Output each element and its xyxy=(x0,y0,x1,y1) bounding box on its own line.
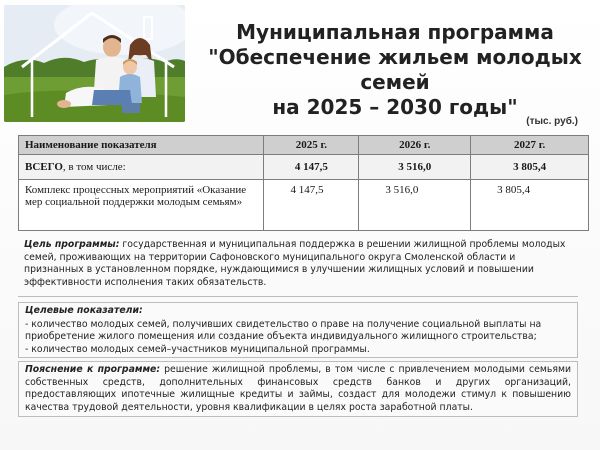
total-label xyxy=(19,155,264,180)
header-year-2025: 2025 г. xyxy=(264,136,359,155)
total-label-bold: ВСЕГО xyxy=(25,161,63,173)
targets-heading: Целевые показатели: xyxy=(25,305,143,316)
goal-text: государственная и муниципальная поддержка в решении жилищной проблемы молодых семей, проживающих на территории Сафоновского муниципального округа Смоленской области и признанных в установленном порядке, нуждающимися в улучшении жилищных условий и повышении эффективности исполнения таких обязательств. xyxy=(24,239,566,288)
total-2026: 3 516,0 xyxy=(359,155,471,180)
table-row-complex xyxy=(19,180,589,231)
table-header-row xyxy=(19,136,589,155)
header-year-2027: 2027 г. xyxy=(471,136,589,155)
program-title xyxy=(200,20,590,120)
program-note xyxy=(18,361,578,417)
complex-2026: 3 516,0 xyxy=(359,180,471,231)
complex-label: Комплекс процессных мероприятий «Оказание мер социальной поддержки молодым семьям» xyxy=(19,180,264,231)
note-lead: Пояснение к программе: xyxy=(25,364,161,375)
program-goal xyxy=(18,237,578,297)
target-item-2: - количество молодых семей–участников муниципальной программы. xyxy=(25,343,370,355)
complex-2027: 3 805,4 xyxy=(471,180,589,231)
units-label: (тыс. руб.) xyxy=(526,116,578,127)
header-indicator-name: Наименование показателя xyxy=(19,136,264,155)
complex-2025: 4 147,5 xyxy=(264,180,359,231)
target-indicators xyxy=(18,302,578,358)
goal-lead: Цель программы: xyxy=(24,239,120,250)
title-line-2: "Обеспечение жильем молодых семей xyxy=(208,45,582,94)
title-line-1: Муниципальная программа xyxy=(236,20,554,44)
total-2027: 3 805,4 xyxy=(471,155,589,180)
family-house-photo xyxy=(4,5,185,122)
target-item-1: - количество молодых семей, получивших свидетельство о праве на получение социальной выплаты на приобретение жилого помещения или создание объекта индивидуального жилищного строительства; xyxy=(25,318,542,343)
table-row-total xyxy=(19,155,589,180)
indicators-table xyxy=(18,135,589,231)
total-2025: 4 147,5 xyxy=(264,155,359,180)
total-label-rest: , в том числе: xyxy=(62,161,126,173)
title-line-3: на 2025 – 2030 годы" xyxy=(272,95,518,119)
header-year-2026: 2026 г. xyxy=(359,136,471,155)
note-text: решение жилищной проблемы, в том числе с привлечением молодыми семьями собственных средств, дополнительных финансовых средств банков и других организаций, предоставляющих ипотечные жилищные кредиты и займы, создаст для молодежи стимул к повышению качества трудовой деятельности, уровня квалификации в целях роста заработной платы. xyxy=(25,364,571,413)
